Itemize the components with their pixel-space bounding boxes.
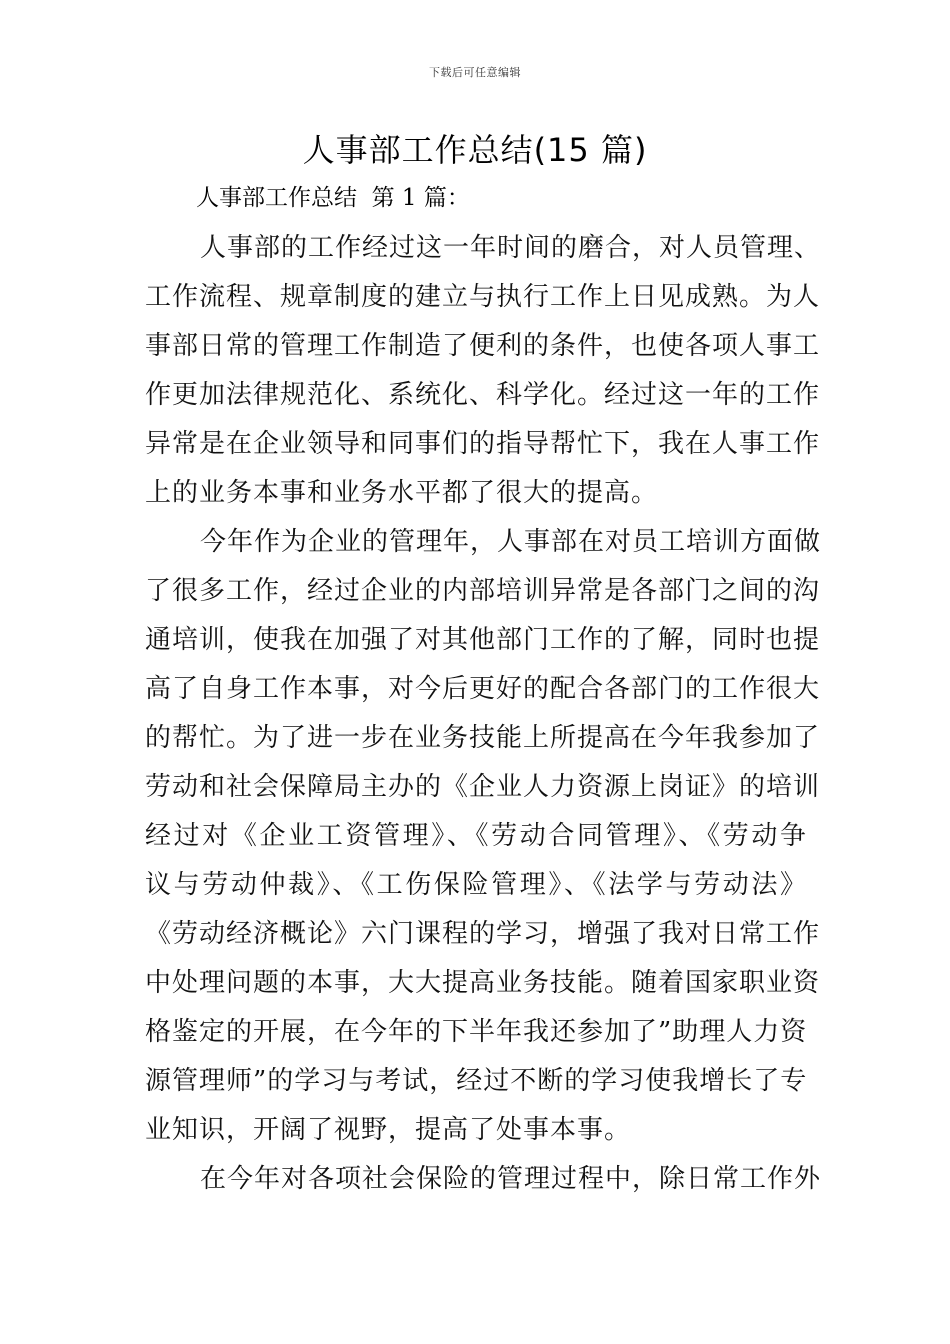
paragraph-line: 源管理师”的学习与考试，经过不断的学习使我增长了专 (145, 1066, 808, 1096)
paragraph (145, 224, 822, 518)
paragraph-line: 高了自身工作本事，对今后更好的配合各部门的工作很大 (145, 674, 821, 704)
paragraph-line: 经过对《企业工资管理》、《劳动合同管理》、《劳动争 (145, 821, 807, 851)
header-note: 下载后可任意编辑 (429, 66, 521, 79)
paragraph-line: 通培训，使我在加强了对其他部门工作的了解，同时也提 (145, 625, 821, 655)
paragraph-line: 事部日常的管理工作制造了便利的条件，也使各项人事工 (145, 331, 821, 361)
paragraph-line: 在今年对各项社会保险的管理过程中，除日常工作外 (200, 1164, 822, 1194)
paragraph-line: 异常是在企业领导和同事们的指导帮忙下，我在人事工作 (145, 429, 821, 459)
paragraph-line: 了很多工作，经过企业的内部培训异常是各部门之间的沟 (145, 576, 821, 606)
paragraph-line: 格鉴定的开展，在今年的下半年我还参加了”助理人力资 (145, 1017, 808, 1047)
paragraph-line: 工作流程、规章制度的建立与执行工作上日见成熟。为人 (145, 282, 821, 312)
paragraph-line: 上的业务本事和业务水平都了很大的提高。 (145, 478, 659, 508)
paragraph (145, 518, 822, 1155)
paragraph-line: 业知识，开阔了视野，提高了处事本事。 (145, 1115, 632, 1145)
paragraph-line: 议与劳动仲裁》、《工伤保险管理》、《法学与劳动法》 (145, 870, 807, 900)
paragraph (145, 1155, 822, 1204)
page-title: 人事部工作总结(15 篇) (302, 131, 648, 169)
paragraph-line: 劳动和社会保障局主办的《企业人力资源上岗证》的培训 (145, 772, 821, 802)
paragraph-line: 《劳动经济概论》六门课程的学习，增强了我对日常工作 (145, 919, 821, 949)
paragraph-line: 人事部的工作经过这一年时间的磨合，对人员管理、 (200, 233, 822, 263)
paragraph-line: 的帮忙。为了进一步在业务技能上所提高在今年我参加了 (145, 723, 821, 753)
paragraph-line: 今年作为企业的管理年，人事部在对员工培训方面做 (200, 527, 822, 557)
paragraph-line: 作更加法律规范化、系统化、科学化。经过这一年的工作 (145, 380, 821, 410)
paragraph-line: 中处理问题的本事，大大提高业务技能。随着国家职业资 (145, 968, 821, 998)
section-subtitle: 人事部工作总结 第 1 篇： (196, 185, 470, 211)
document-body (145, 224, 822, 1204)
